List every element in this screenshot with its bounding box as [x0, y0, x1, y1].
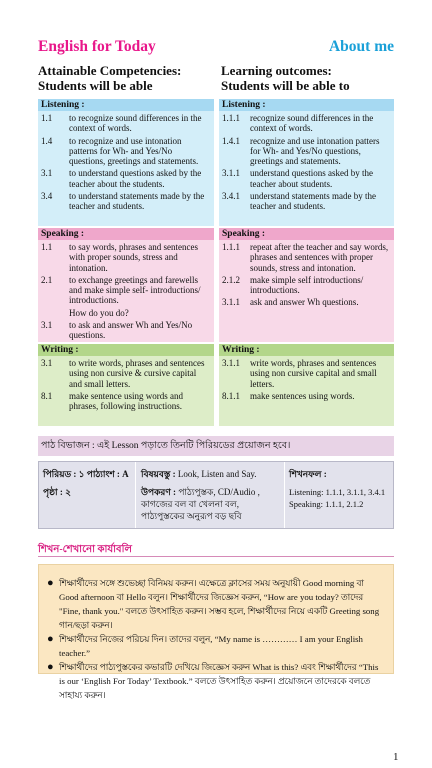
materials-row — [141, 486, 281, 522]
divider — [135, 462, 136, 528]
list-item: 2.1.2 make simple self introductions/ introductions. — [222, 274, 364, 296]
list-item: 3.1.1 ask and answer Wh questions. — [222, 297, 359, 308]
list-item: 1.1 to recognize sound differences in the context of words. — [41, 113, 202, 134]
bullet-icon: ● — [47, 577, 54, 589]
lesson-division-bar: পাঠ বিভাজন : এই Lesson পড়াতে তিনটি পিরিয়ডের প্রয়োজন হবে। — [38, 436, 394, 456]
page-text: পৃষ্ঠা : ২ — [43, 487, 71, 497]
list-item: 1.1 to say words, phrases and sentences with proper sounds, stress and intonation. — [41, 242, 198, 273]
right-writing-box — [219, 344, 394, 426]
list-item: 1.1.1 recognize sound differences in the context of words. — [222, 113, 374, 134]
list-item: ● শিক্ষার্থীদের নিজের পরিচয় দিন। তাদের বলুন, “My name is ………… I am your English teacher.” — [47, 633, 363, 658]
right-heading-line2: Students will be able to — [221, 78, 350, 93]
materials-value: পাঠ্যপুস্তক, CD/Audio , কাগজের বল বা খেলনা বল, পাঠ্যপুস্তকের অনুরূপ বড় ছবি — [141, 487, 260, 521]
list-item: 3.1 to ask and answer Wh and Yes/No questions. — [41, 320, 193, 341]
bullet-icon: ● — [47, 661, 54, 673]
list-item: 2.1 to exchange greetings and farewells and make simple self- introductions/ introductions. — [41, 274, 201, 306]
list-item: ● শিক্ষার্থীদের সঙ্গে শুভেচ্ছা বিনিময় করুন। এক্ষেত্রে ক্লাসের সময় অনুযায়ী Good morning বা Good afternoon বা Hello বলুন। শিক্ষার্থীদের জিজ্ঞেস করুন, “How are you today? তাদের "Fine, thank you." বলতে উৎসাহিত করুন। সম্ভব হলে, শিক্ষার্থীদের নিয়ে একটি Greeting song গান/ছড়া করুন। — [47, 577, 380, 630]
list-item: How do you do? — [69, 307, 129, 318]
list-item: 3.1.1 understand questions asked by the teacher about students. — [222, 168, 373, 189]
list-item: 3.1 to understand questions asked by the teacher about the students. — [41, 168, 202, 189]
subject-row — [141, 468, 281, 480]
period-info-box — [38, 461, 394, 529]
list-item: 8.1.1 make sentences using words. — [222, 390, 355, 401]
period-text: পিরিয়ড : ১ পাঠ্যাংশ : A — [43, 469, 129, 479]
list-item: 8.1 make sentence using words and phrases, following instructions. — [41, 390, 183, 412]
left-speaking-box — [38, 228, 214, 342]
lesson-title: About me — [328, 38, 394, 55]
bullet-icon: ● — [47, 633, 54, 645]
materials-label: উপকরণ : — [141, 487, 177, 497]
speaking-label: Speaking : — [219, 228, 394, 240]
right-column-heading — [221, 63, 350, 93]
writing-label: Writing : — [38, 344, 214, 356]
listening-label: Listening : — [38, 99, 214, 111]
right-heading-line1: Learning outcomes: — [221, 63, 332, 78]
writing-label: Writing : — [219, 344, 394, 356]
list-item: ● শিক্ষার্থীদের পাঠ্যপুস্তকের কভারটি দেখিয়ে জিজ্ঞেস করুন What is this? এবং শিক্ষার্থীদের “This is our ‘English For Today’ Textbook.” বলতে উৎসাহিত করুন। প্রয়োজনে তাদেরকে বলতে সাহায্য করুন। — [47, 661, 379, 700]
right-speaking-box — [219, 228, 394, 342]
list-item: 1.1.1 repeat after the teacher and say words, phrases and sentences with proper sounds, stress and intonation. — [222, 242, 389, 273]
right-listening-box — [219, 99, 394, 226]
listening-label: Listening : — [219, 99, 394, 111]
listening-outcome: Listening: 1.1.1, 3.1.1, 3.4.1 — [289, 487, 386, 497]
list-item: 3.1.1 write words, phrases and sentences using non cursive capital and small letters. — [222, 358, 377, 389]
list-item: 1.4 to recognize and use intonation patterns for Wh- and Yes/No questions, greetings and statements. — [41, 135, 199, 167]
left-column-heading — [38, 63, 181, 93]
activities-title: শিখন-শেখানো কার্যাবলি — [38, 544, 132, 555]
speaking-outcome: Speaking: 1.1.1, 2.1.2 — [289, 499, 364, 509]
left-listening-box — [38, 99, 214, 226]
list-item: 3.1 to write words, phrases and sentences using non cursive & cursive capital and small letters. — [41, 358, 205, 389]
left-heading-line1: Attainable Competencies: — [38, 63, 182, 78]
page-number: 1 — [393, 751, 399, 763]
book-title: English for Today — [38, 38, 156, 55]
speaking-label: Speaking : — [38, 228, 214, 240]
subject-value: Look, Listen and Say. — [177, 469, 257, 479]
list-item: 3.4.1 understand statements made by the teacher and students. — [222, 191, 376, 212]
left-heading-line2: Students will be able — [38, 78, 153, 93]
list-item: 1.4.1 recognize and use intonation patters for Wh- and Yes/No questions, greetings and statements. — [222, 135, 380, 167]
divider — [38, 556, 394, 557]
outcome-label: শিখনফল : — [289, 469, 327, 479]
activities-box — [38, 564, 394, 700]
list-item: 3.4 to understand statements made by the teacher and students. — [41, 191, 205, 212]
divider — [284, 462, 285, 528]
subject-label: বিষয়বস্তু : — [141, 469, 176, 479]
left-writing-box — [38, 344, 214, 426]
